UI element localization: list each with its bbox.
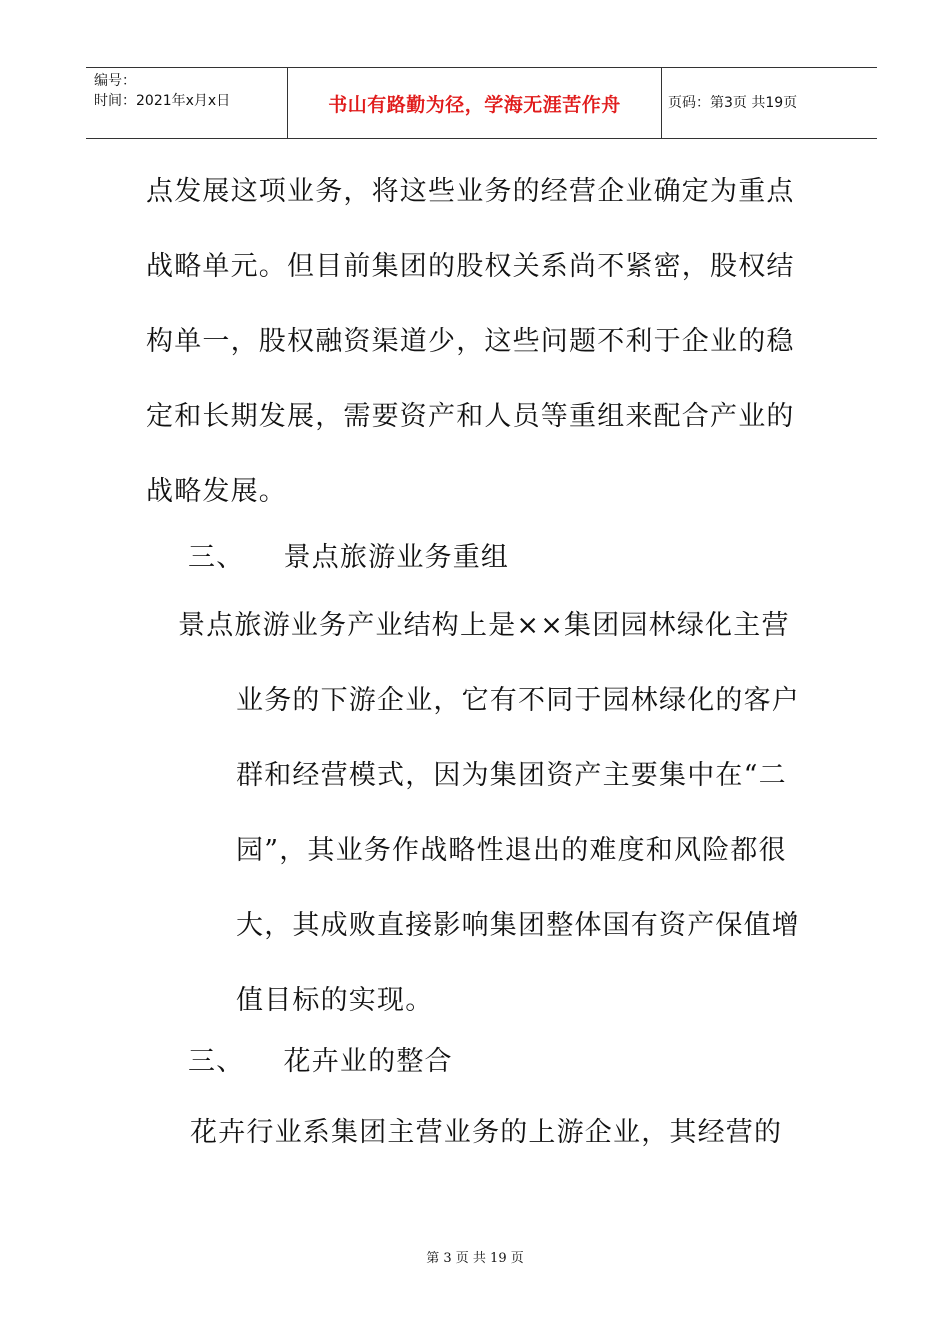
document-date: 时间：2021年x月x日: [94, 93, 231, 109]
header-meta-cell: [86, 68, 288, 138]
header-motto-cell: [288, 68, 662, 138]
section-heading: 三、 景点旅游业务重组: [188, 542, 510, 573]
header-page-cell: [662, 68, 877, 138]
body-line: 战略发展。: [146, 476, 287, 507]
section-heading: 三、 花卉业的整合: [188, 1046, 453, 1077]
body-line: 园”，其业务作战略性退出的难度和风险都很: [236, 835, 787, 866]
document-number-label: 编号：: [94, 73, 136, 89]
body-line: 景点旅游业务产业结构上是××集团园林绿化主营: [178, 610, 790, 641]
page-header: [86, 67, 877, 139]
body-line: 战略单元。但目前集团的股权关系尚不紧密，股权结: [146, 251, 795, 282]
header-page-info: 页码：第3页 共19页: [668, 95, 798, 111]
body-line: 定和长期发展，需要资产和人员等重组来配合产业的: [146, 401, 795, 432]
body-line: 花卉行业系集团主营业务的上游企业，其经营的: [190, 1117, 783, 1148]
page-footer: 第 3 页 共 19 页: [426, 1251, 524, 1266]
body-line: 业务的下游企业，它有不同于园林绿化的客户: [236, 685, 800, 716]
body-line: 大，其成败直接影响集团整体国有资产保值增: [236, 910, 800, 941]
body-line: 点发展这项业务，将这些业务的经营企业确定为重点: [146, 176, 795, 207]
body-line: 构单一，股权融资渠道少，这些问题不利于企业的稳: [146, 326, 795, 357]
header-motto: 书山有路勤为径，学海无涯苦作舟: [328, 94, 621, 116]
body-line: 值目标的实现。: [236, 985, 434, 1016]
body-line: 群和经营模式，因为集团资产主要集中在“二: [236, 760, 787, 791]
